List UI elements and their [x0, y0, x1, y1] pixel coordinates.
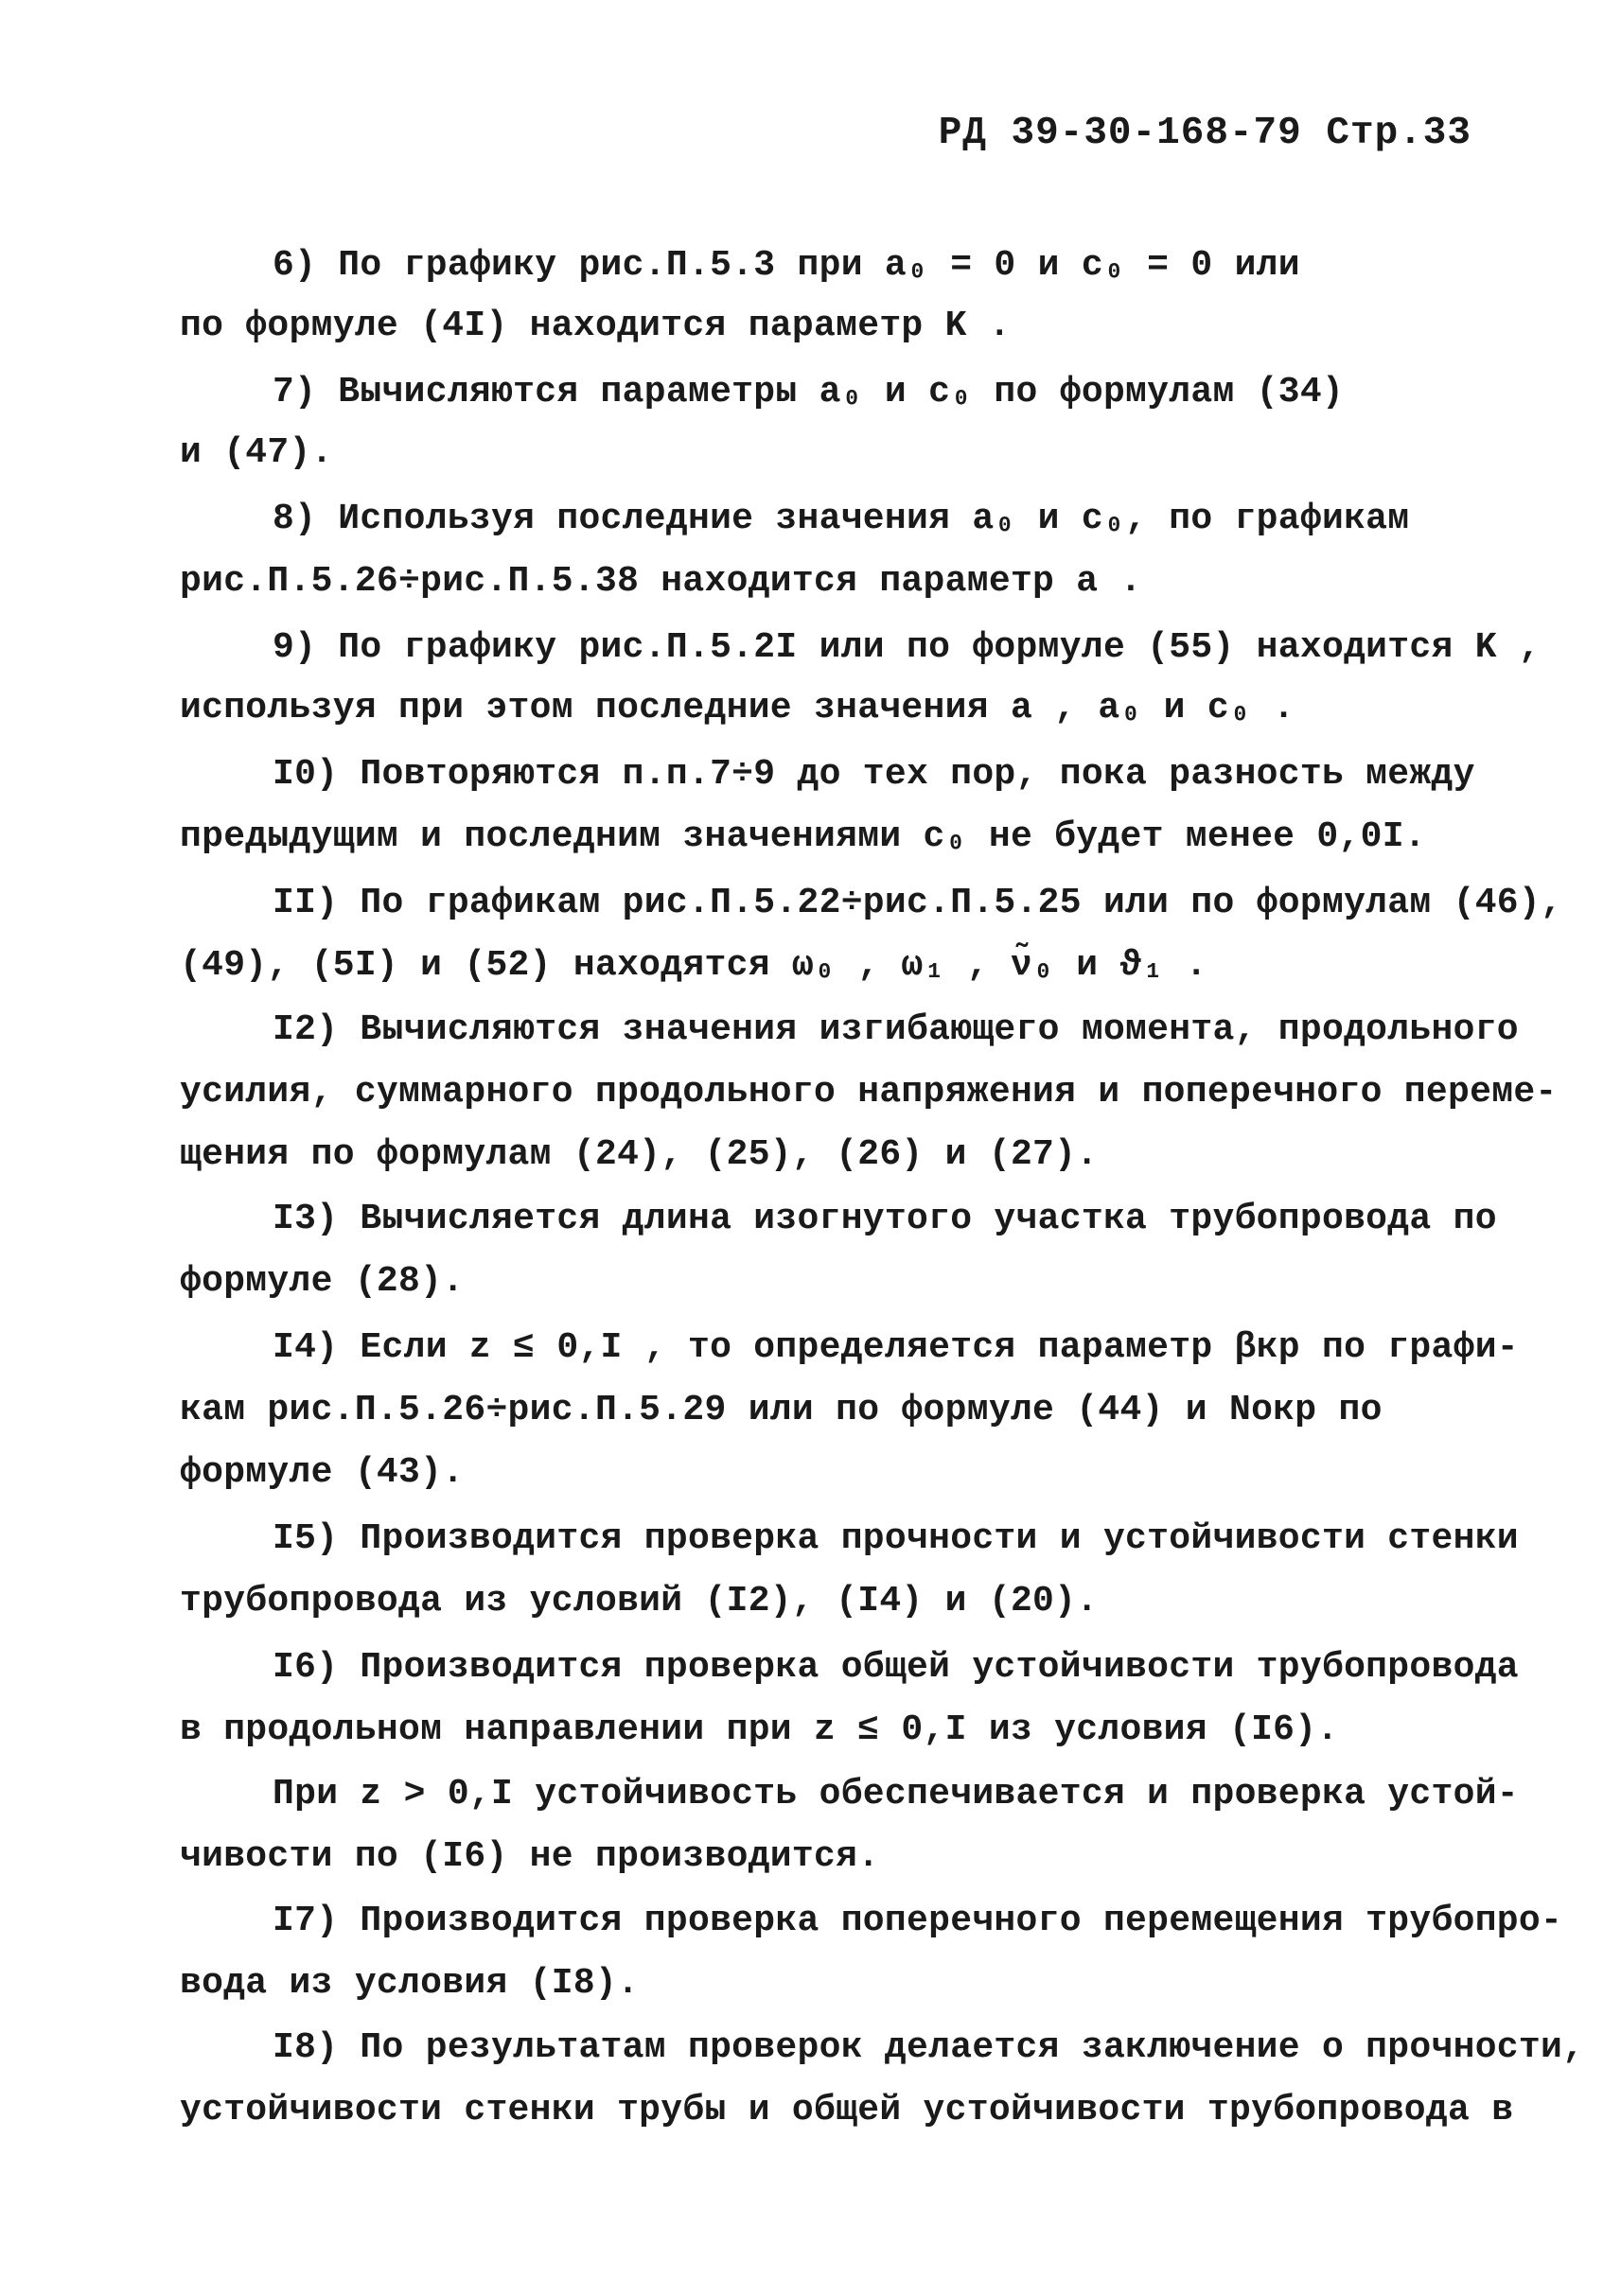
text-line: чивости по (I6) не производится. — [180, 1836, 880, 1877]
text-line: в продольном направлении при z ≤ 0,I из условия (I6). — [180, 1709, 1339, 1750]
text-line: 8) Используя последние значения a₀ и c₀, по графикам — [273, 499, 1410, 539]
text-line: кам рис.П.5.26÷рис.П.5.29 или по формуле (44) и Nокр по — [180, 1390, 1383, 1430]
text-line: I0) Повторяются п.п.7÷9 до тех пор, пока разность между — [273, 754, 1475, 795]
text-line: устойчивости стенки трубы и общей устойчивости трубопровода в — [180, 2090, 1514, 2130]
text-line: щения по формулам (24), (25), (26) и (27). — [180, 1134, 1099, 1175]
text-line: усилия, суммарного продольного напряжения и поперечного переме- — [180, 1072, 1558, 1113]
text-line: формуле (28). — [180, 1261, 465, 1302]
text-line: II) По графикам рис.П.5.22÷рис.П.5.25 или по формулам (46), — [273, 883, 1563, 923]
text-line: I8) По результатам проверок делается заключение о прочности, — [273, 2027, 1585, 2068]
text-line: I3) Вычисляется длина изогнутого участка трубопровода по — [273, 1199, 1497, 1239]
page-header: РД 39-30-168-79 Стр.33 — [938, 112, 1471, 155]
text-line: 9) По графику рис.П.5.2I или по формуле (55) находится K , — [273, 627, 1542, 668]
text-line: I2) Вычисляются значения изгибающего момента, продольного — [273, 1009, 1519, 1050]
text-line: I6) Производится проверка общей устойчивости трубопровода — [273, 1647, 1519, 1688]
text-line: I5) Производится проверка прочности и устойчивости стенки — [273, 1518, 1519, 1559]
text-line: 7) Вычисляются параметры a₀ и c₀ по формулам (34) — [273, 372, 1345, 412]
text-line: I7) Производится проверка поперечного перемещения трубопро- — [273, 1901, 1563, 1941]
text-line: 6) По графику рис.П.5.3 при a₀ = 0 и c₀ = 0 или — [273, 245, 1300, 286]
text-line: (49), (5I) и (52) находятся ω₀ , ω₁ , ν̃₀ и ϑ₁ . — [180, 945, 1207, 986]
text-line: При z > 0,I устойчивость обеспечивается и проверка устой- — [273, 1774, 1519, 1814]
text-line: формуле (43). — [180, 1452, 465, 1493]
text-line: по формуле (4I) находится параметр K . — [180, 306, 1011, 346]
text-line: вода из условия (I8). — [180, 1963, 640, 2004]
text-line: рис.П.5.26÷рис.П.5.38 находится параметр a . — [180, 561, 1142, 602]
text-line: предыдущим и последним значениями c₀ не будет менее 0,0I. — [180, 816, 1426, 857]
text-line: используя при этом последние значения a , a₀ и c₀ . — [180, 688, 1295, 728]
text-line: I4) Если z ≤ 0,I , то определяется параметр βкр по графи- — [273, 1327, 1519, 1368]
text-line: и (47). — [180, 432, 333, 473]
text-line: трубопровода из условий (I2), (I4) и (20). — [180, 1581, 1099, 1621]
